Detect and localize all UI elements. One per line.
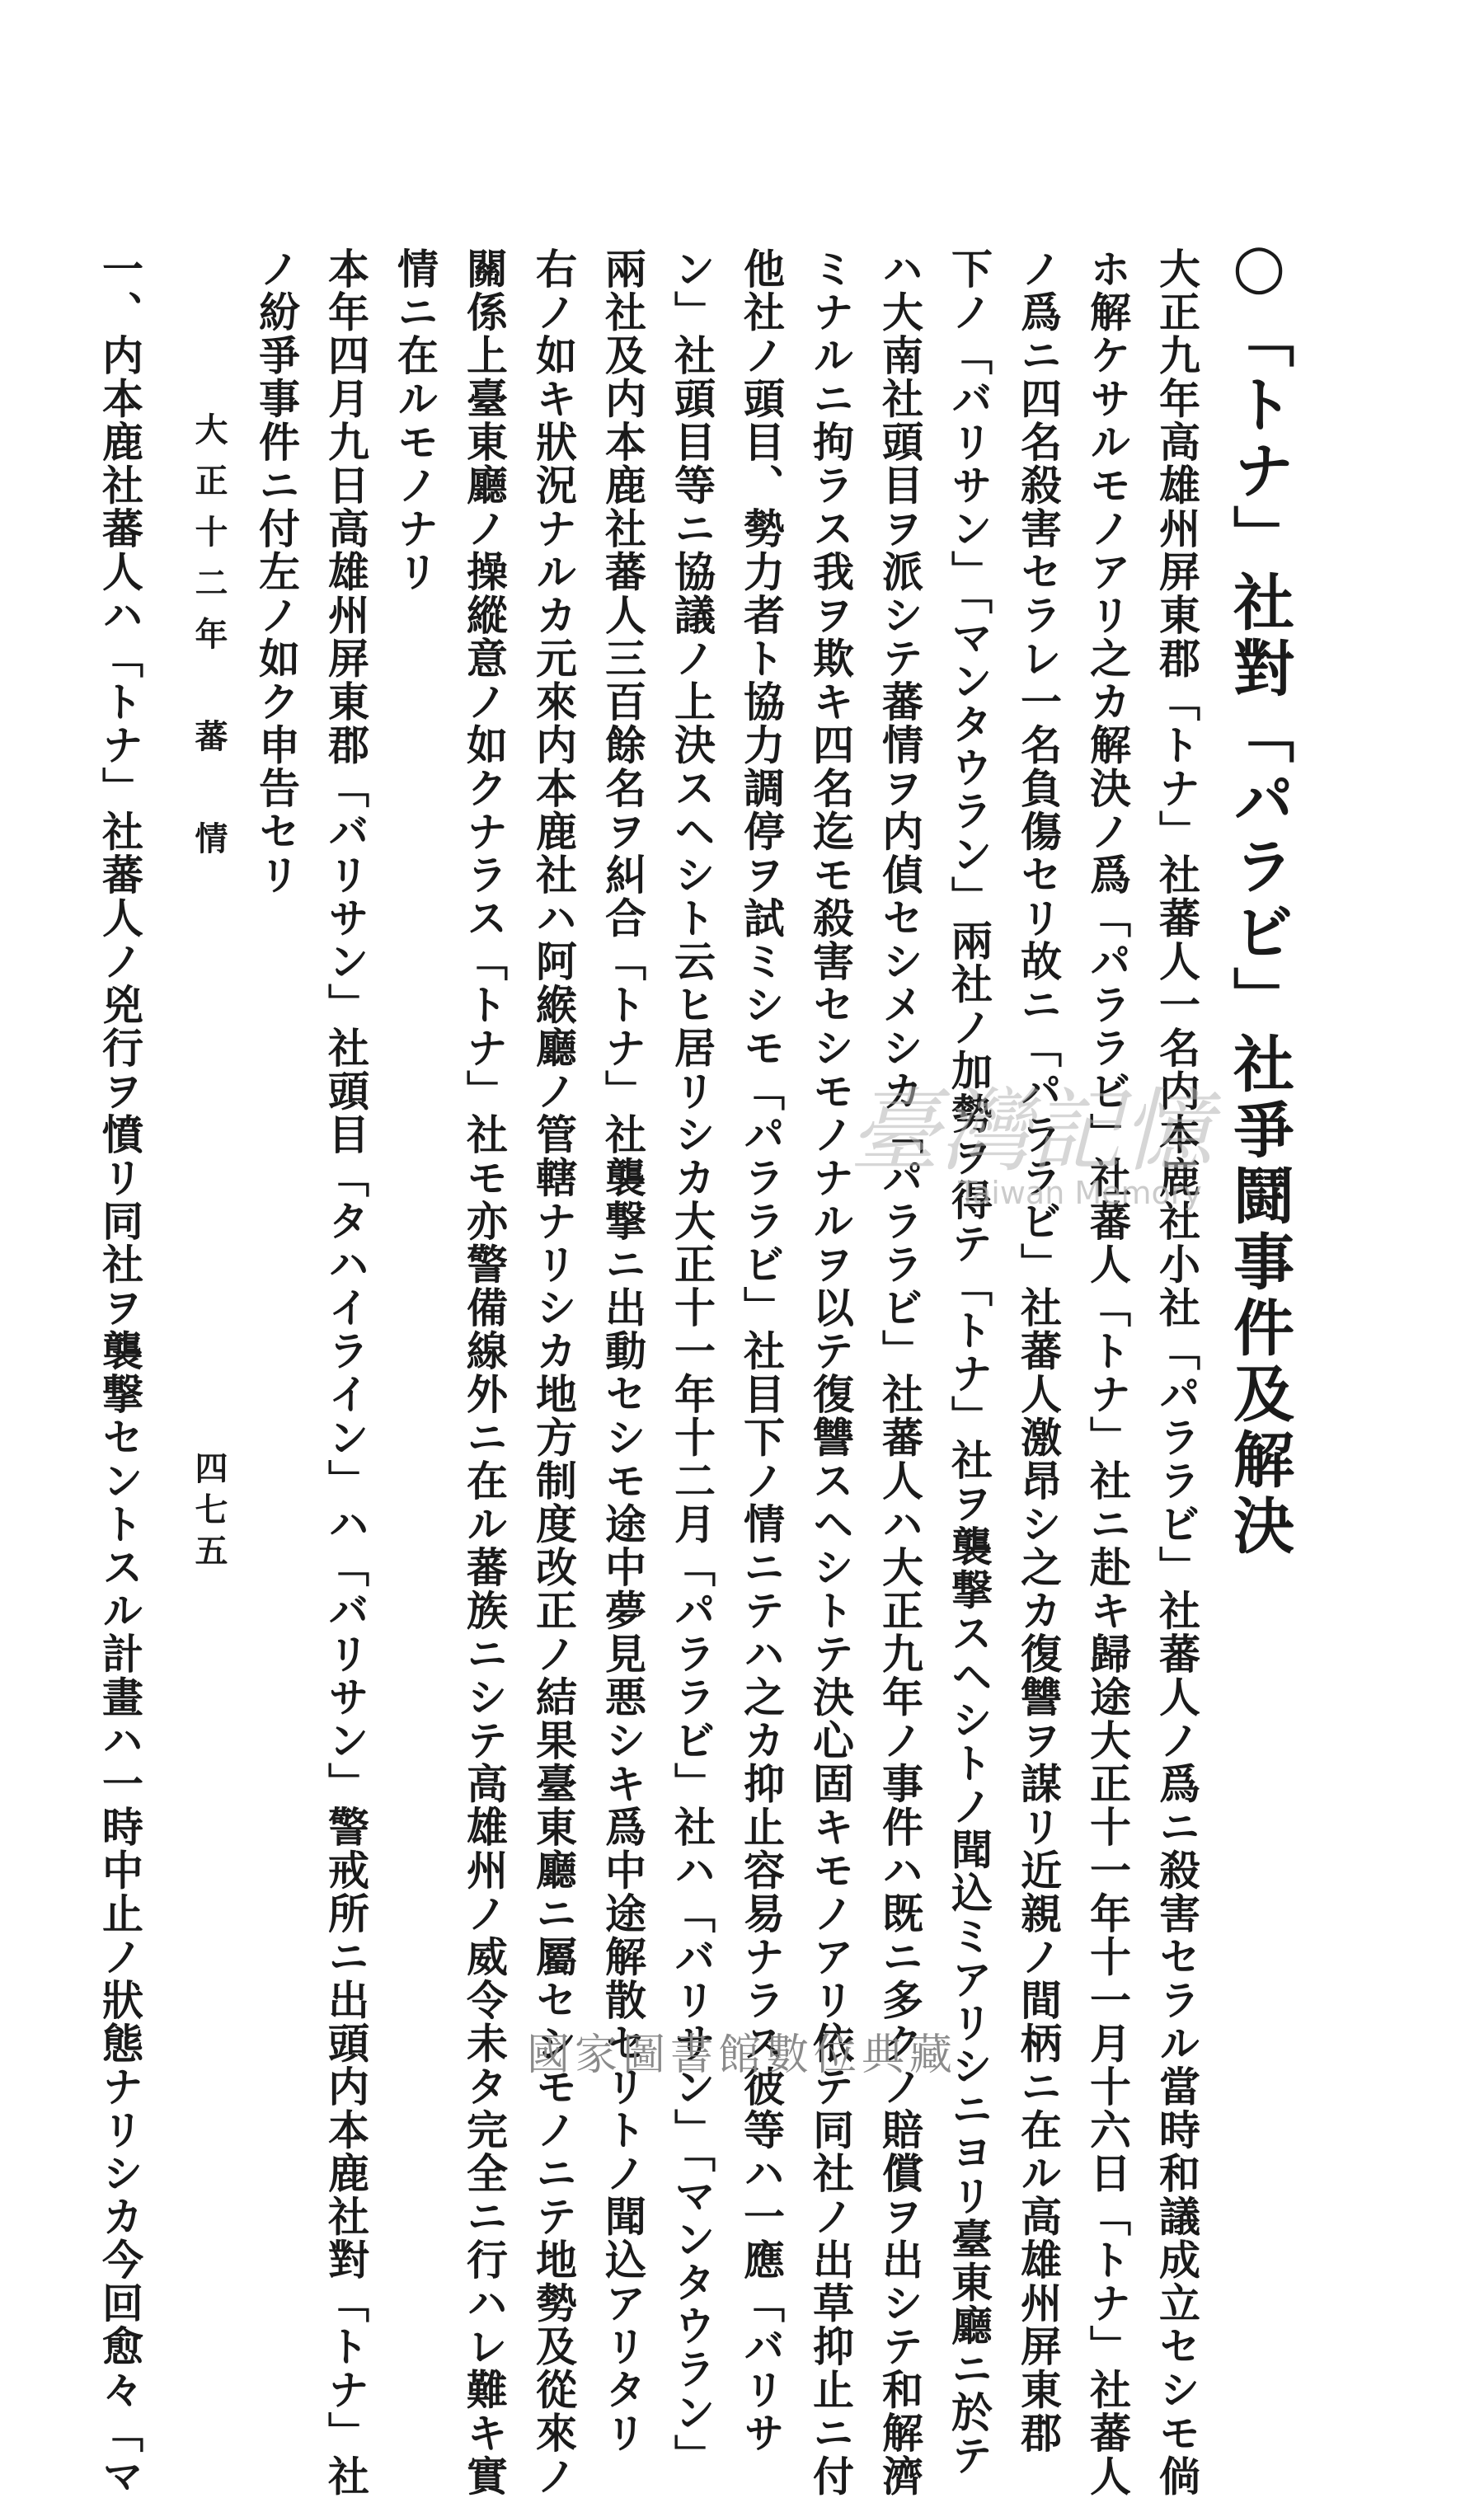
body-line-1: 大正九年高雄州屏東郡「トナ」社蕃人一名内本鹿社小社「パララビ」社蕃人ノ爲ニ殺害セラル當時和議成立セシモ倘: [1153, 247, 1201, 2498]
article-title: ○「トナ」社對「パラビ」社爭鬪事件及解決: [1223, 231, 1294, 1560]
watermark-english-text: Taiwan Memory: [958, 1175, 1202, 1211]
body-line-3: ノ爲ニ四名殺害セラレ一名負傷セリ故ニ「パララビ」社蕃人激昂シ之カ復讐ヲ謀リ近親ノ間柄ニ在ル高雄州屏東郡: [1014, 247, 1063, 2455]
body-line-11: 關係上臺東廳ノ操縱意ノ如クナラス「トナ」社モ亦警備線外ニ在ル蕃族ニシテ高雄州ノ威令未タ完全ニ行ハレ難キ實: [460, 247, 509, 2498]
body-line-6: ミナルニ拘ラス我ヲ欺キ四名迄モ殺害セシモノナルヲ以テ復讐スヘシトテ決心固キモノアリ依テ同社ノ出草抑止ニ付: [806, 247, 855, 2498]
body-line-5: ハ大南社頭目ヲ派シテ蕃情ヲ内偵セシメシカ「パララビ」社蕃人ハ大正九年ノ事件ハ既ニ多クノ賠償ヲ出シテ和解濟: [876, 247, 924, 2498]
page-number: 四七五: [190, 1451, 228, 1575]
body-line-8: ン」社頭目等ニ協議ノ上決スヘシト云ヒ居リシカ大正十一年十二月「パララビ」社ハ「バリサン」「マンタウラン」: [668, 247, 716, 2477]
body-line-7: 他社ノ頭目、勢力者ト協力調停ヲ試ミシモ「パララビ」社目下ノ情ニテハ之カ抑止容易ナラス彼等ハ一應「バリサ: [737, 247, 786, 2455]
watermark-chinese-text: 臺灣記憶: [849, 1078, 1212, 1184]
body-line-4: 下ノ「バリサン」「マンタウラン」兩社ノ加勢ヲ得テ「トナ」社ヲ襲撃スヘシトノ聞込ミアリシニヨリ臺東廳ニ於テ: [945, 247, 993, 2477]
body-line-14: ノ紛爭事件ニ付左ノ如ク申告セリ: [252, 247, 301, 897]
running-header: 大正十二年 蕃 情: [190, 412, 228, 872]
body-line-13: 本年四月九日高雄州屏東郡「バリサン」社頭目「タハイライン」ハ「バリサン」警戒所ニ出頭内本鹿社對「トナ」社: [322, 247, 370, 2498]
body-line-10: 右ノ如キ狀況ナルカ元來内本鹿社ハ阿緱廳ノ管轄ナリシカ地方制度改正ノ結果臺東廳ニ屬セシモノニテ地勢及從來ノ: [529, 247, 578, 2498]
body-line-2: ホ解ケサルモノアリ之カ解決ノ爲「パララビ」社蕃人「トナ」社ニ赴キ歸途大正十一年十一月十六日「トナ」社蕃人: [1083, 247, 1132, 2498]
body-line-9: 兩社及内本鹿社蕃人三百餘名ヲ糾合「トナ」社襲撃ニ出動セシモ途中夢見悪シキ爲中途解散セリトノ聞込アリタリ: [599, 247, 647, 2455]
body-line-12: 情ニ在ルモノナリ: [391, 247, 439, 594]
library-footer: 國家圖書館數位典藏: [526, 2031, 957, 2080]
body-line-15: 一、内本鹿社蕃人ハ「トナ」社蕃人ノ兇行ヲ憤リ同社ヲ襲撃セントスル計畫ハ一時中止ノ狀態ナリシカ今回愈々「マ: [96, 247, 144, 2498]
